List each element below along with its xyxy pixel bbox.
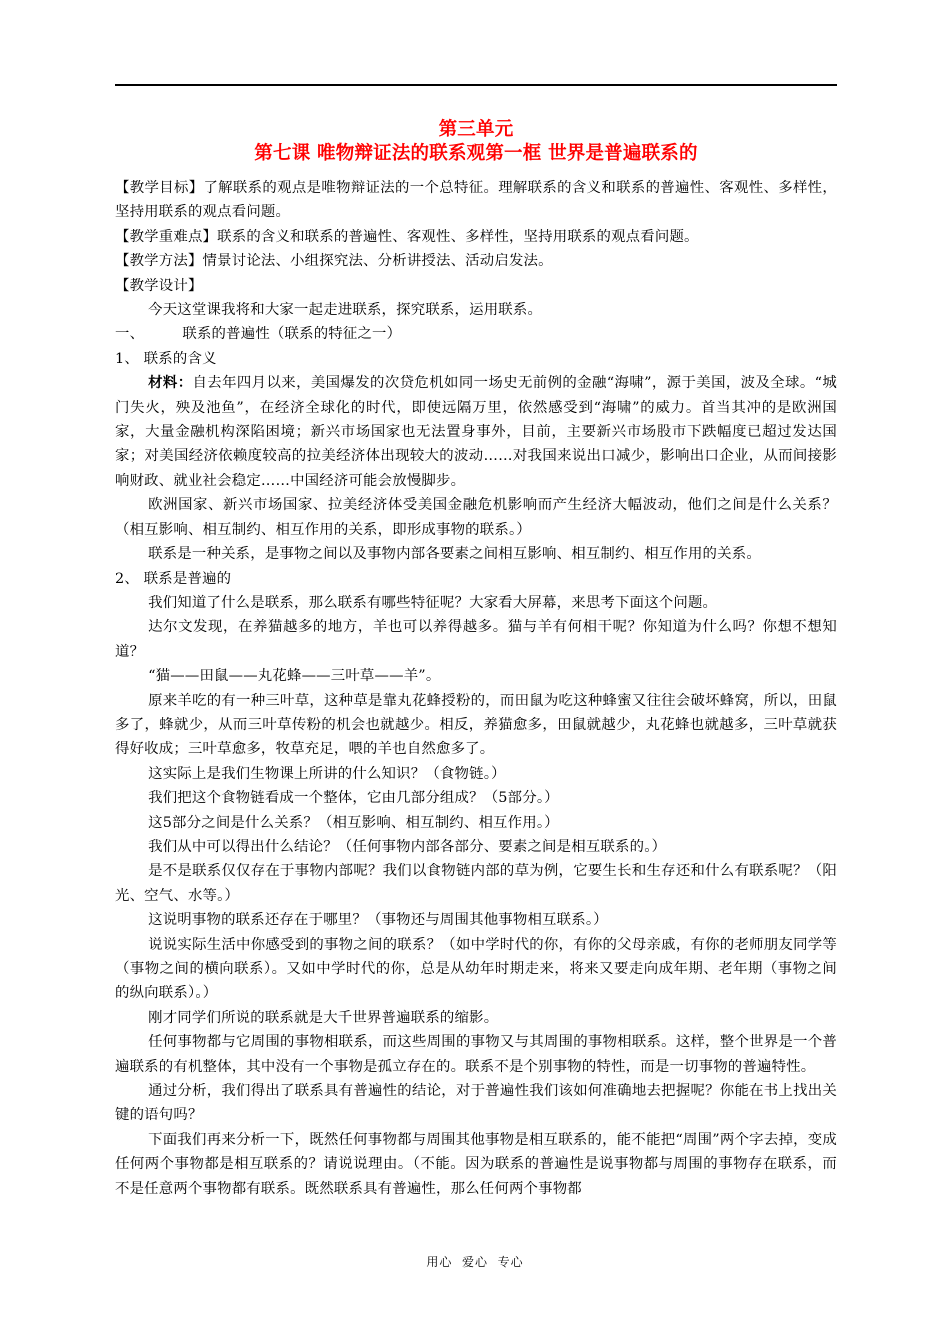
teaching-method [115, 249, 837, 273]
lesson-title: 第七课 唯物辩证法的联系观第一框 世界是普遍联系的 [254, 143, 698, 164]
teaching-design-label: 【教学设计】 [115, 277, 203, 294]
paragraph-question-life: 说说实际生活中你感受到的事物之间的联系？（如中学时代的你，有你的父母亲戚，有你的老师朋友同学等（事物之间的横向联系）。又如中学时代的你，总是从幼年时期走来，将来又要走向成年期、老年期（事物之间的纵向联系）。） [115, 936, 837, 1002]
teaching-goal [115, 176, 837, 225]
key-points-text: 联系的含义和联系的普遍性、客观性、多样性，坚持用联系的观点看问题。 [217, 228, 699, 245]
header-rule [115, 84, 837, 86]
teaching-goal-label: 【教学目标】 [115, 180, 204, 196]
paragraph-further: 下面我们再来分析一下，既然任何事物都与周围其他事物是相互联系的，能不能把“周围”两个字去掉，变成任何两个事物都是相互联系的？请说说理由。（不能。因为联系的普遍性是说事物都与周围的事物存在联系，而不是任意两个事物都有联系。既然联系具有普遍性，那么任何两个事物都 [115, 1131, 837, 1197]
paragraph-intro: 今天这堂课我将和大家一起走进联系，探究联系，运用联系。 [148, 302, 543, 319]
key-points-label: 【教学重难点】 [115, 228, 218, 245]
material-label: 材料： [148, 374, 193, 392]
paragraph-explanation: 原来羊吃的有一种三叶草，这种草是靠丸花蜂授粉的，而田鼠为吃这种蜂蜜又往往会破坏蜂窝，所以，田鼠多了，蜂就少，从而三叶草传粉的机会也就越少。相反，养猫愈多，田鼠就越少，丸花蜂也就越多，三叶草就获得好收成；三叶草愈多，牧草充足，喂的羊也自然愈多了。 [115, 692, 837, 758]
material-paragraph [115, 371, 837, 493]
title-block [115, 118, 837, 166]
paragraph-universal: 任何事物都与它周围的事物相联系，而这些周围的事物又与其周围的事物相联系。这样，整个世界是一个普遍联系的有机整体，其中没有一个事物是孤立存在的。联系不是个别事物的特性，而是一切事物的普遍特性。 [115, 1034, 837, 1075]
subsection-heading-2: 2、 联系是普遍的 [115, 570, 232, 587]
paragraph-darwin: 达尔文发现，在养猫越多的地方，羊也可以养得越多。猫与羊有何相干呢？你知道为什么吗？你想不想知道？ [115, 619, 837, 660]
paragraph-food-chain: “猫——田鼠——丸花蜂——三叶草——羊”。 [148, 668, 441, 685]
paragraph-shrink: 刚才同学们所说的联系就是大千世界普遍联系的缩影。 [148, 1009, 499, 1026]
paragraph-question-relation: 这5部分之间是什么关系？（相互影响、相互制约、相互作用。） [148, 814, 559, 831]
paragraph-features: 我们知道了什么是联系，那么联系有哪些特征呢？大家看大屏幕，来思考下面这个问题。 [148, 594, 718, 611]
page-footer: 用心 爱心 专心 [426, 1255, 524, 1269]
paragraph-definition: 联系是一种关系，是事物之间以及事物内部各要素之间相互影响、相互制约、相互作用的关系。 [148, 546, 761, 563]
key-points [115, 225, 837, 249]
paragraph-question-parts: 我们把这个食物链看成一个整体，它由几部分组成？（5部分。） [148, 790, 559, 807]
paragraph-question-internal: 是不是联系仅仅存在于事物内部呢？我们以食物链内部的草为例，它要生长和生存还和什么有联系呢？（阳光、空气、水等。） [115, 863, 837, 904]
section-heading-1: 一、 联系的普遍性（联系的特征之一） [115, 326, 402, 343]
paragraph-question-where: 这说明事物的联系还存在于哪里？（事物还与周围其他事物相互联系。） [148, 912, 608, 929]
document-body [115, 176, 837, 1201]
subsection-heading-1: 1、 联系的含义 [115, 350, 217, 367]
paragraph-question-conclusion: 我们从中可以得出什么结论？（任何事物内部各部分、要素之间是相互联系的。） [148, 838, 667, 855]
teaching-method-text: 情景讨论法、小组探究法、分析讲授法、活动启发法。 [202, 253, 553, 270]
paragraph-question-1: 欧洲国家、新兴市场国家、拉美经济体受美国金融危机影响而产生经济大幅波动，他们之间是什么关系？（相互影响、相互制约、相互作用的关系，即形成事物的联系。） [115, 497, 837, 538]
paragraph-question-biology: 这实际上是我们生物课上所讲的什么知识？（食物链。） [148, 765, 506, 782]
material-text: 自去年四月以来，美国爆发的次贷危机如同一场史无前例的金融“海啸”，源于美国，波及全球。“城门失火，殃及池鱼”，在经济全球化的时代，即使远隔万里，依然感受到“海啸”的威力。首当其冲的是欧洲国家，大量金融机构深陷困境；新兴市场国家也无法置身事外，目前，主要新兴市场股市下跌幅度已超过发达国家；对美国经济依赖度较高的拉美经济体出现较大的波动……对我国来说出口减少，影响出口企业，从而间接影响财政、就业社会稳定……中国经济可能会放慢脚步。 [115, 375, 837, 489]
unit-title: 第三单元 [438, 119, 514, 140]
paragraph-analysis: 通过分析，我们得出了联系具有普遍性的结论，对于普遍性我们该如何准确地去把握呢？你能在书上找出关键的语句吗？ [115, 1083, 837, 1124]
teaching-goal-text: 了解联系的观点是唯物辩证法的一个总特征。理解联系的含义和联系的普遍性、客观性、多样性，坚持用联系的观点看问题。 [115, 180, 838, 221]
teaching-method-label: 【教学方法】 [115, 253, 203, 270]
